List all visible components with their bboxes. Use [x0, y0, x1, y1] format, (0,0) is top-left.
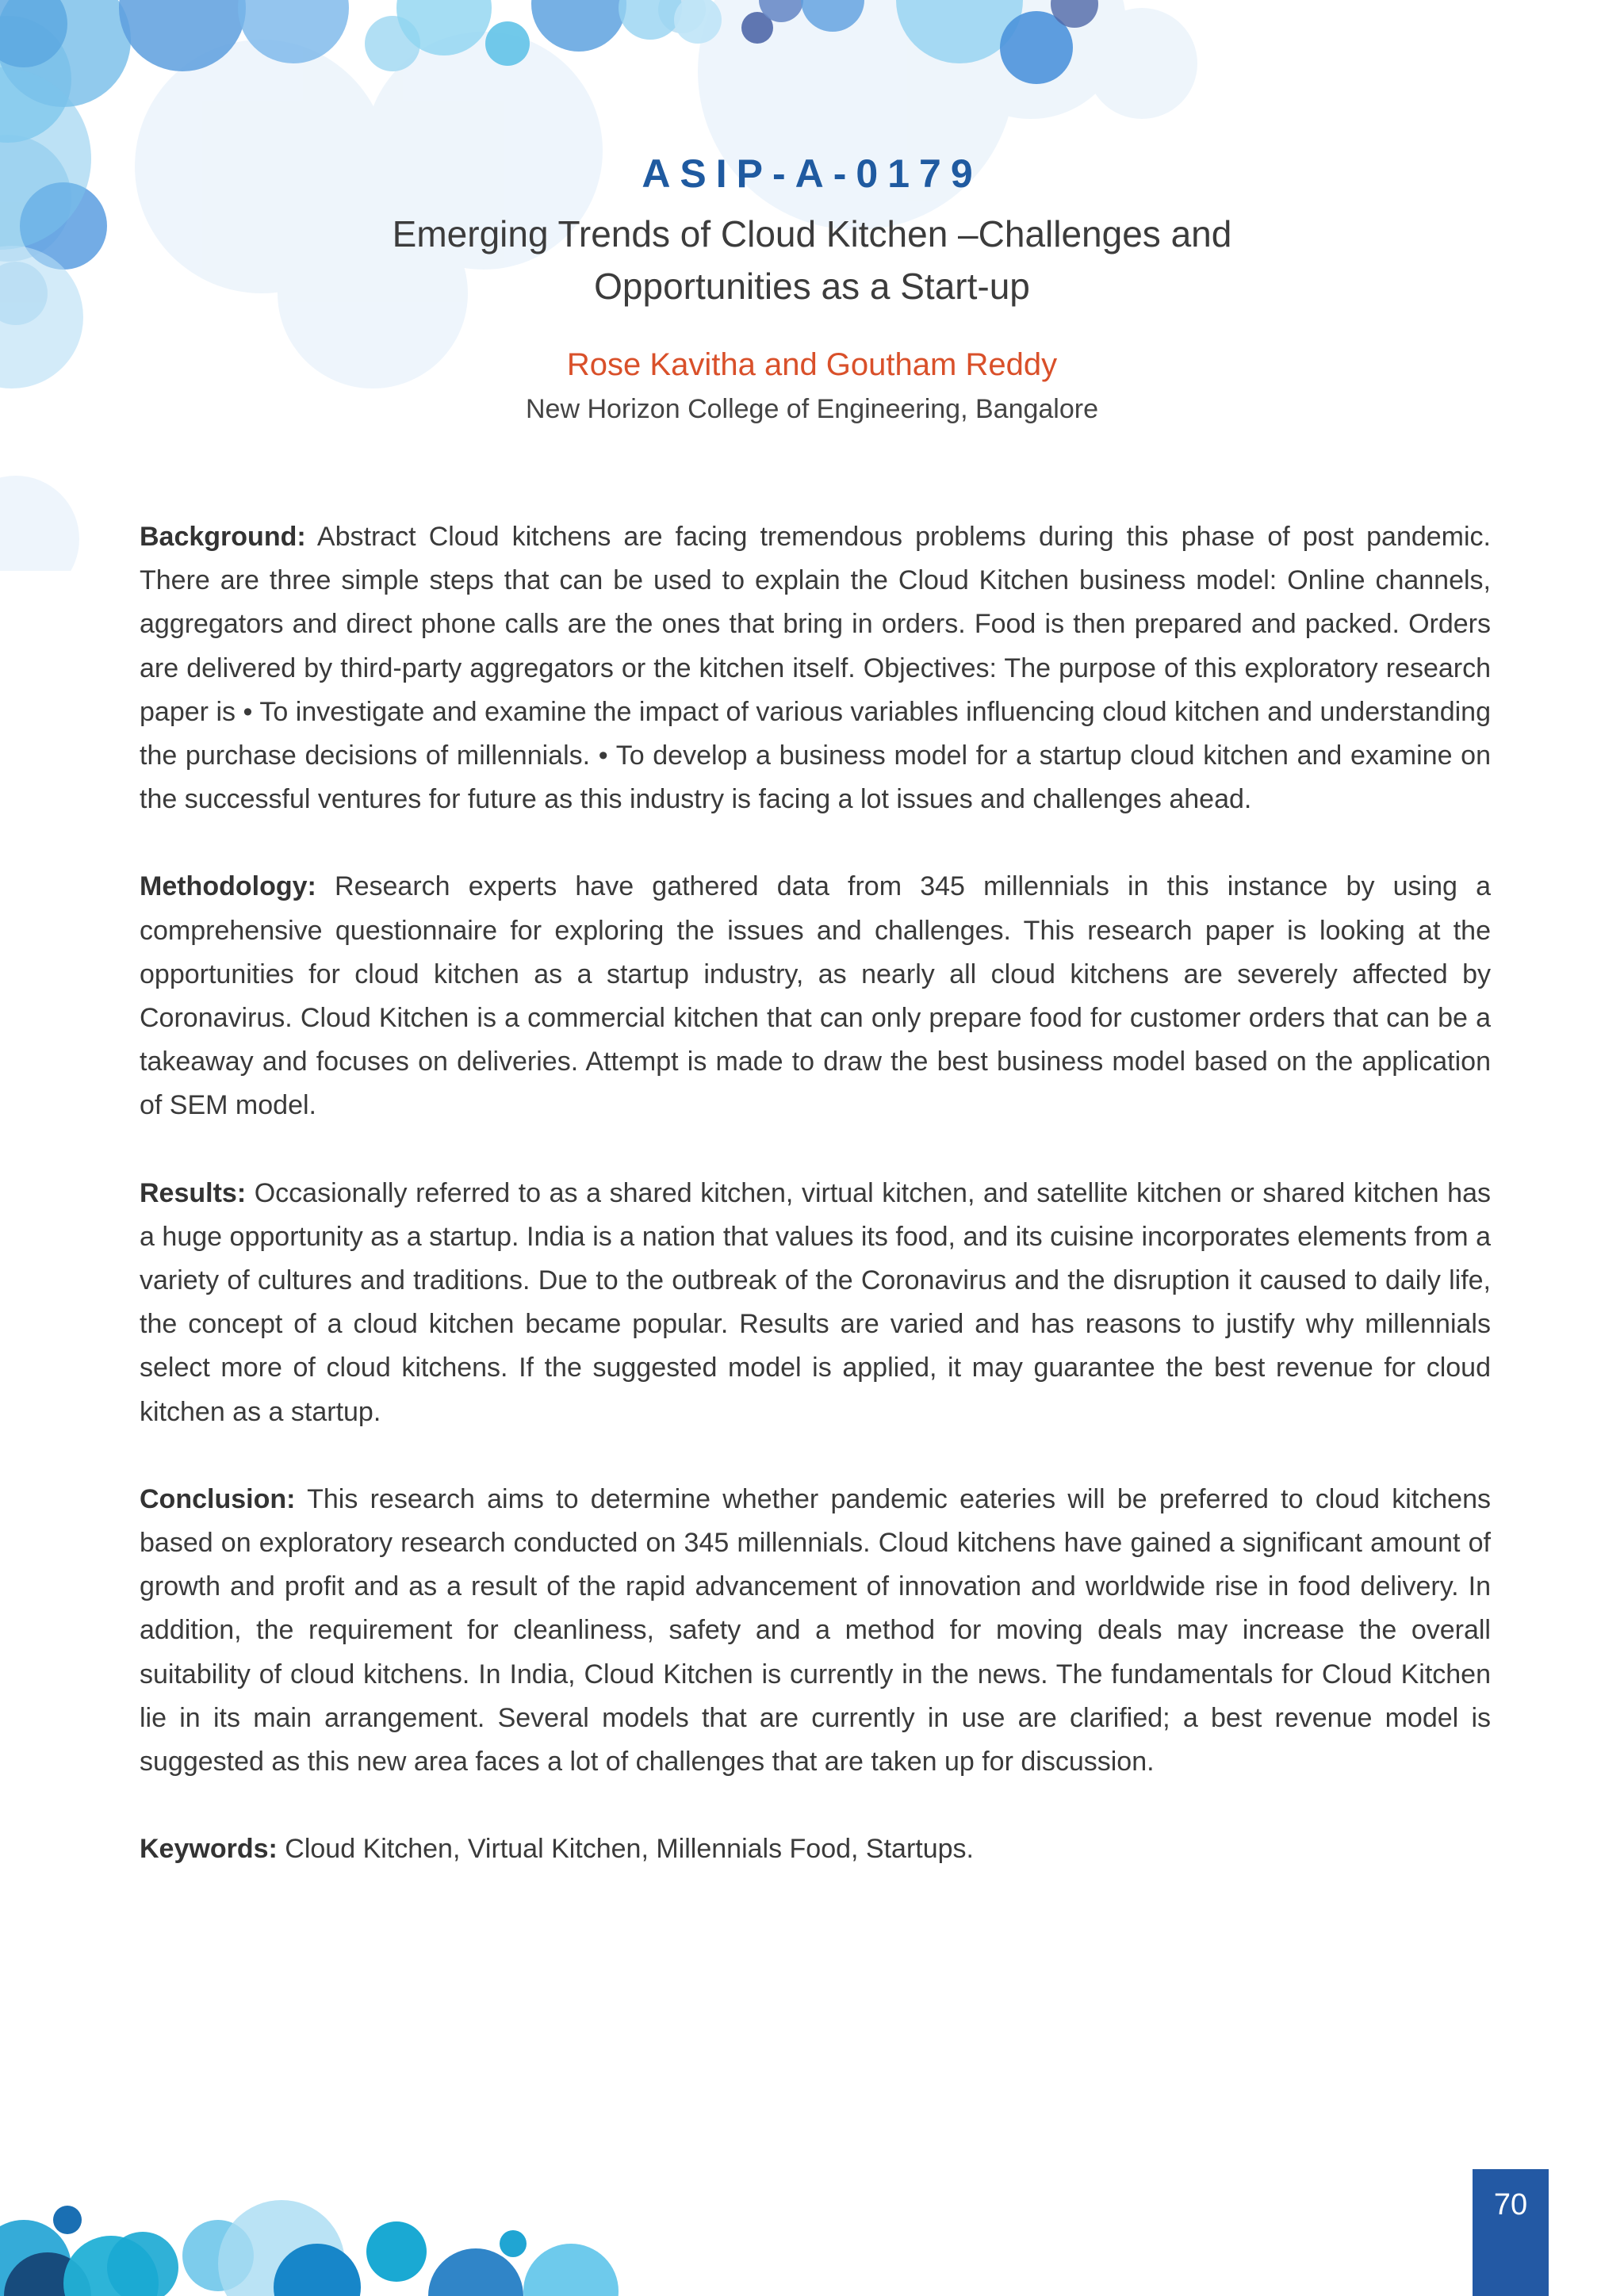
keywords-section [140, 1827, 1491, 1871]
background-label: Background: [140, 522, 306, 552]
methodology-text: Research experts have gathered data from 345 millennials in this instance by using a comprehensive questionnaire for exploring the issues and challenges. This research paper is looking at the opportunities for cloud kitchen as a startup industry, as nearly all cloud kitchens are severely affected by Coronavirus. Cloud Kitchen is a commercial kitchen that can only prepare food for customer orders that can be a takeaway and focuses on deliveries. Attempt is made to draw the best business model based on the application of SEM model. [140, 871, 1492, 1121]
affiliation: New Horizon College of Engineering, Bangalore [526, 394, 1098, 424]
paper-title-line-2: Opportunities as a Start-up [594, 266, 1030, 307]
conclusion-section [140, 1478, 1491, 1784]
paper-title [0, 208, 1624, 312]
authors: Rose Kavitha and Goutham Reddy [566, 347, 1058, 382]
methodology-section [140, 865, 1491, 1127]
methodology-label: Methodology: [140, 871, 316, 902]
background-section [140, 515, 1491, 821]
decorative-bubbles-bottom [0, 2061, 714, 2296]
conclusion-label: Conclusion: [140, 1483, 296, 1514]
abstract-body [140, 515, 1491, 1915]
conclusion-text: This research aims to determine whether pandemic eateries will be preferred to cloud kitchens based on exploratory research conducted on 345 millennials. Cloud kitchens have gained a significant amount of growth and profit and as a result of the rapid advancement of innovation and worldwide rise in food delivery. In addition, the requirement for cleanliness, safety and a method for moving deals may increase the overall suitability of cloud kitchens. In India, Cloud Kitchen is currently in the news. The fundamentals for Cloud Kitchen lie in its main arrangement. Several models that are currently in use are clarified; a best revenue model is suggested as this new area faces a lot of challenges that are taken up for discussion. [140, 1483, 1491, 1777]
results-text: Occasionally referred to as a shared kitchen, virtual kitchen, and satellite kitchen or shared kitchen has a huge opportunity as a startup. India is a nation that values its food, and its cuisine incorporates elements from a variety of cultures and traditions. Due to the outbreak of the Coronavirus and the disruption it caused to daily life, the concept of a cloud kitchen became popular. Results are varied and has reasons to justify why millennials select more of cloud kitchens. If the suggested model is applied, it may guarantee the best revenue for cloud kitchen as a startup. [140, 1177, 1491, 1427]
background-text: Abstract Cloud kitchens are facing tremendous problems during this phase of post pandemic. There are three simple steps that can be used to explain the Cloud Kitchen business model: Online channels, aggregators and direct phone calls are the ones that bring in orders. Food is then prepared and packed. Orders are delivered by third-party aggregators or the kitchen itself. Objectives: The purpose of this exploratory research paper is • To investigate and examine the impact of various variables influencing cloud kitchen and understanding the purchase decisions of millennials. • To develop a business model for a startup cloud kitchen and examine on the successful ventures for future as this industry is facing a lot issues and challenges ahead. [140, 522, 1491, 815]
keywords-text: Cloud Kitchen, Virtual Kitchen, Millennials Food, Startups. [285, 1834, 974, 1865]
page-number-badge: 70 [1473, 2169, 1549, 2296]
keywords-label: Keywords: [140, 1834, 278, 1865]
paper-id: ASIP-A-0179 [642, 151, 982, 196]
results-section [140, 1172, 1491, 1434]
results-label: Results: [140, 1177, 247, 1208]
paper-title-line-1: Emerging Trends of Cloud Kitchen –Challenges and [392, 213, 1232, 254]
